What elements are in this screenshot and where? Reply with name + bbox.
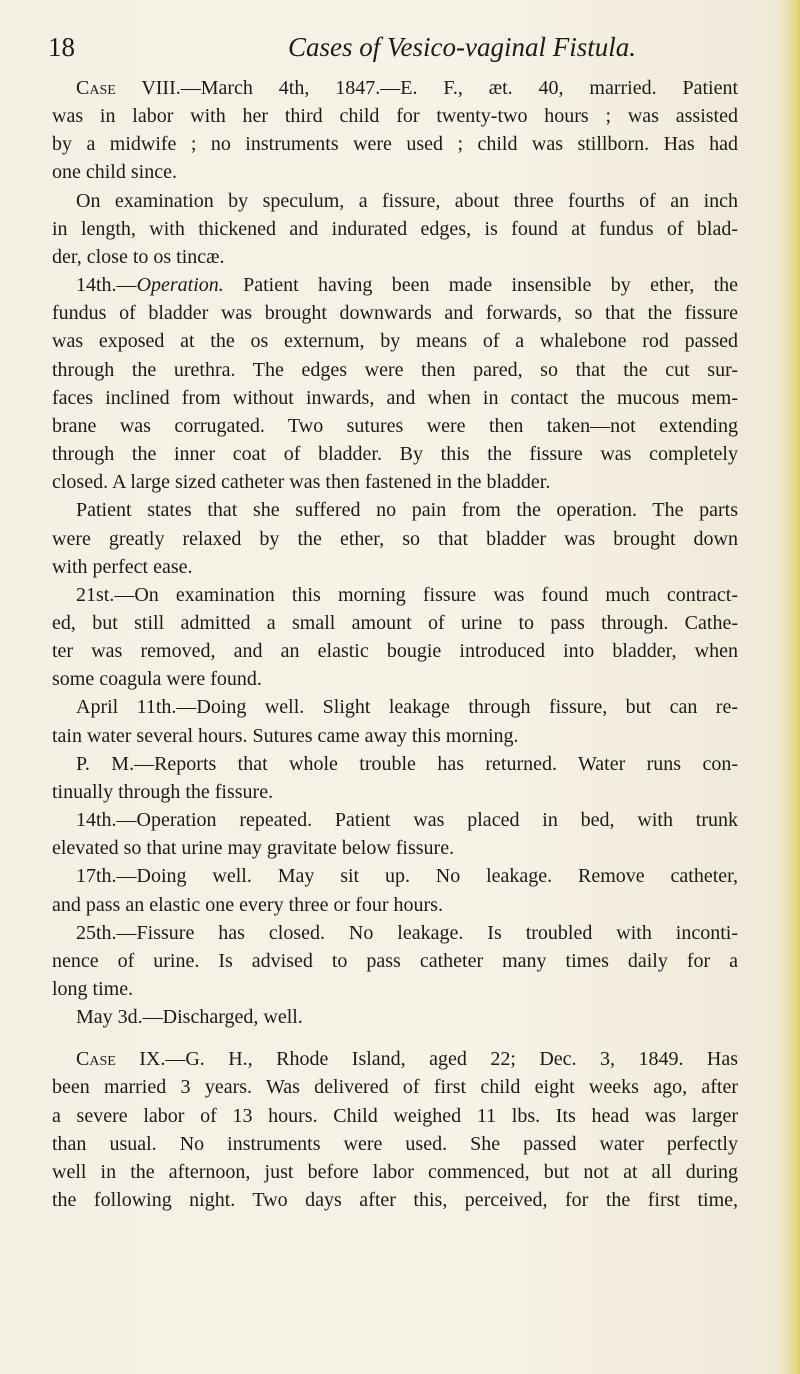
text-line: in length, with thickened and indurated edges, is found at fundus of blad- [52, 217, 738, 240]
text-line: through the urethra. The edges were then pared, so that the cut sur- [52, 358, 738, 381]
case-8-april-11th [52, 693, 738, 749]
text-line: tain water several hours. Sutures came away this morning. [52, 724, 519, 747]
case-label: Case [76, 1048, 116, 1071]
text-line: been married 3 years. Was delivered of first child eight weeks ago, after [52, 1076, 738, 1099]
operation-label: Operation. [136, 274, 224, 297]
text-line: 21st.—On examination this morning fissure was found much contract- [76, 583, 738, 606]
text-line: April 11th.—Doing well. Slight leakage through fissure, but can re- [76, 696, 738, 719]
text-line: was in labor with her third child for twenty-two hours ; was assisted [52, 105, 738, 128]
text-line: der, close to os tincæ. [52, 245, 225, 268]
text-line: brane was corrugated. Two sutures were then taken—not extending [52, 414, 738, 437]
page-edge [786, 0, 800, 1374]
text-line: one child since. [52, 161, 177, 184]
case-8-intro [52, 74, 738, 187]
text-line: 17th.—Doing well. May sit up. No leakage. Remove catheter, [76, 865, 738, 888]
text-line: elevated so that urine may gravitate below fissure. [52, 837, 455, 860]
text-line: 14th.—Operation. Patient having been made insensible by ether, the [76, 274, 738, 297]
text-line: well in the afternoon, just before labor commenced, but not at all during [52, 1160, 738, 1183]
running-head [48, 32, 748, 72]
text-line: May 3d.—Discharged, well. [76, 1006, 303, 1029]
text-line: Patient states that she suffered no pain from the operation. The parts [76, 499, 738, 522]
page-number: 18 [48, 32, 75, 62]
text-line: Case VIII.—March 4th, 1847.—E. F., æt. 40, married. Patient [76, 77, 738, 99]
text-line: 14th.—Operation repeated. Patient was placed in bed, with trunk [76, 809, 738, 832]
text-line: Case IX.—G. H., Rhode Island, aged 22; Dec. 3, 1849. Has [76, 1048, 738, 1071]
case-8-operation [52, 271, 738, 496]
text-line: with perfect ease. [52, 555, 193, 578]
text-line: than usual. No instruments were used. She passed water perfectly [52, 1132, 738, 1155]
text-line: through the inner coat of bladder. By this the fissure was completely [52, 443, 738, 466]
running-title: Cases of Vesico-vaginal Fistula. [288, 32, 636, 62]
text-line: by a midwife ; no instruments were used ; child was stillborn. Has had [52, 133, 738, 156]
case-8-25th [52, 919, 738, 1003]
case-separator [52, 1031, 738, 1045]
case-label: Case [76, 77, 116, 99]
text-line: On examination by speculum, a fissure, about three fourths of an inch [76, 189, 738, 212]
text-line: the following night. Two days after this, perceived, for the first time, [52, 1189, 738, 1212]
text-line: closed. A large sized catheter was then fastened in the bladder. [52, 471, 551, 494]
case-8-17th [52, 862, 738, 918]
text-line: fundus of bladder was brought downwards and forwards, so that the fissure [52, 302, 738, 325]
case-9-intro [52, 1045, 738, 1214]
text-line: faces inclined from without inwards, and when in contact the mucous mem- [52, 386, 738, 409]
text-line: long time. [52, 978, 134, 1000]
text-line: were greatly relaxed by the ether, so that bladder was brought down [52, 527, 738, 550]
case-8-21st [52, 581, 738, 694]
text-line: a severe labor of 13 hours. Child weighed 11 lbs. Its head was larger [52, 1104, 738, 1127]
text-line: ter was removed, and an elastic bougie introduced into bladder, when [52, 640, 738, 663]
case-8-may-3d [52, 1003, 738, 1031]
text-line: nence of urine. Is advised to pass catheter many times daily for a [52, 949, 738, 972]
case-8-examination [52, 187, 738, 271]
text-line: tinually through the fissure. [52, 780, 274, 803]
case-8-pm [52, 750, 738, 806]
text-line: P. M.—Reports that whole trouble has returned. Water runs con- [76, 752, 738, 775]
text-line: 25th.—Fissure has closed. No leakage. Is troubled with inconti- [76, 921, 738, 944]
body-text [52, 74, 738, 1214]
text-line: ed, but still admitted a small amount of urine to pass through. Cathe- [52, 611, 738, 634]
text-line: was exposed at the os externum, by means of a whalebone rod passed [52, 330, 738, 353]
text-line: and pass an elastic one every three or four hours. [52, 893, 443, 916]
text-line: some coagula were found. [52, 668, 262, 691]
case-8-14th [52, 806, 738, 862]
case-8-patient-states [52, 496, 738, 580]
